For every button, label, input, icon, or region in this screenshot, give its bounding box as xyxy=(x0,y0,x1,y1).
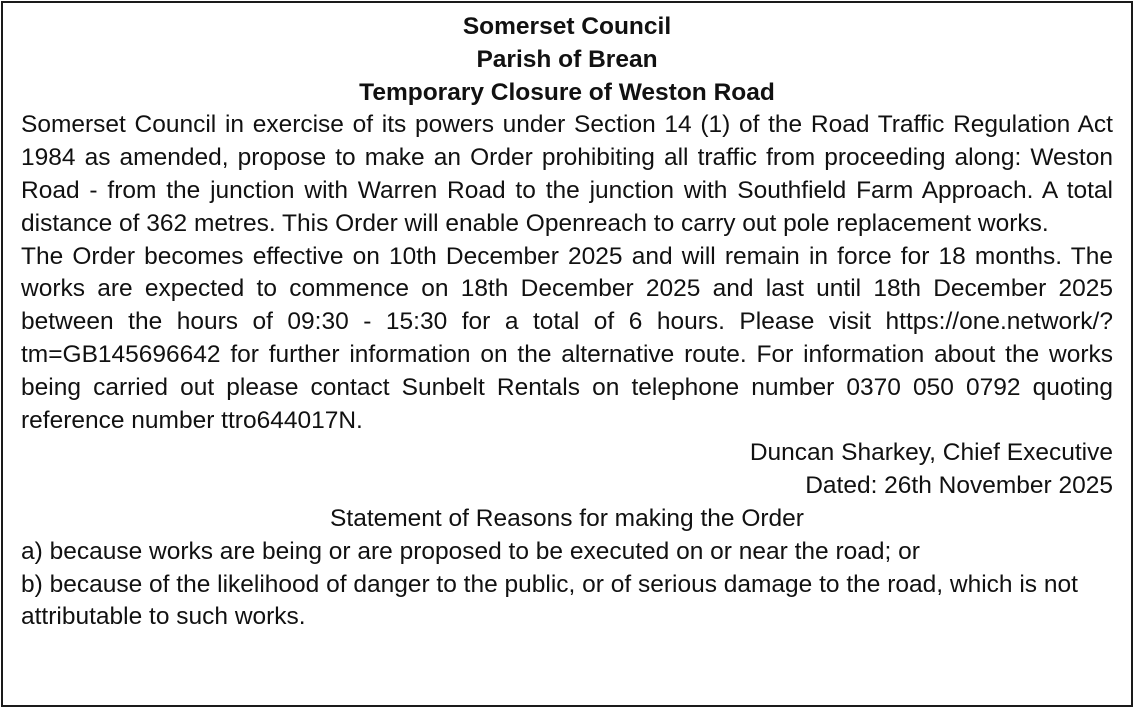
council-heading: Somerset Council xyxy=(462,13,672,40)
signatory-name: Duncan Sharkey, Chief Executive xyxy=(749,439,1113,467)
parish-heading: Parish of Brean xyxy=(476,45,658,73)
order-paragraph: Somerset Council in exercise of its powers under Section 14 (1) of the Road Traffic Regulation Act 1984 as amended, propose to make an Order prohibiting all traffic from proceeding along: Weston Road - from the junction with Warren Road to the junction with Southfield Farm Approach. A total distance of 362 metres. This Order will enable Openreach to carry out pole replacement works. xyxy=(21,111,1113,237)
reason-item: a) because works are being or are proposed to be executed on or near the road; or xyxy=(21,537,920,565)
reasons-heading: Statement of Reasons for making the Order xyxy=(330,504,804,532)
details-paragraph: The Order becomes effective on 10th December 2025 and will remain in force for 18 months. The works are expected to commence on 18th December 2025 and last until 18th December 2025 between the hours of 09:30 - 15:30 for a total of 6 hours. Please visit https://one.network/?tm=GB145696642 for further information on the alternative route. For information about the works being carried out please contact Sunbelt Rentals on telephone number 0370 050 0792 quoting reference number ttro644017N. xyxy=(21,242,1113,434)
public-notice xyxy=(1,1,1133,707)
dated-line: Dated: 26th November 2025 xyxy=(805,472,1113,500)
notice-title: Temporary Closure of Weston Road xyxy=(359,78,775,106)
reason-item: b) because of the likelihood of danger to the public, or of serious damage to the road, which is not attributable to such works. xyxy=(21,570,1078,631)
